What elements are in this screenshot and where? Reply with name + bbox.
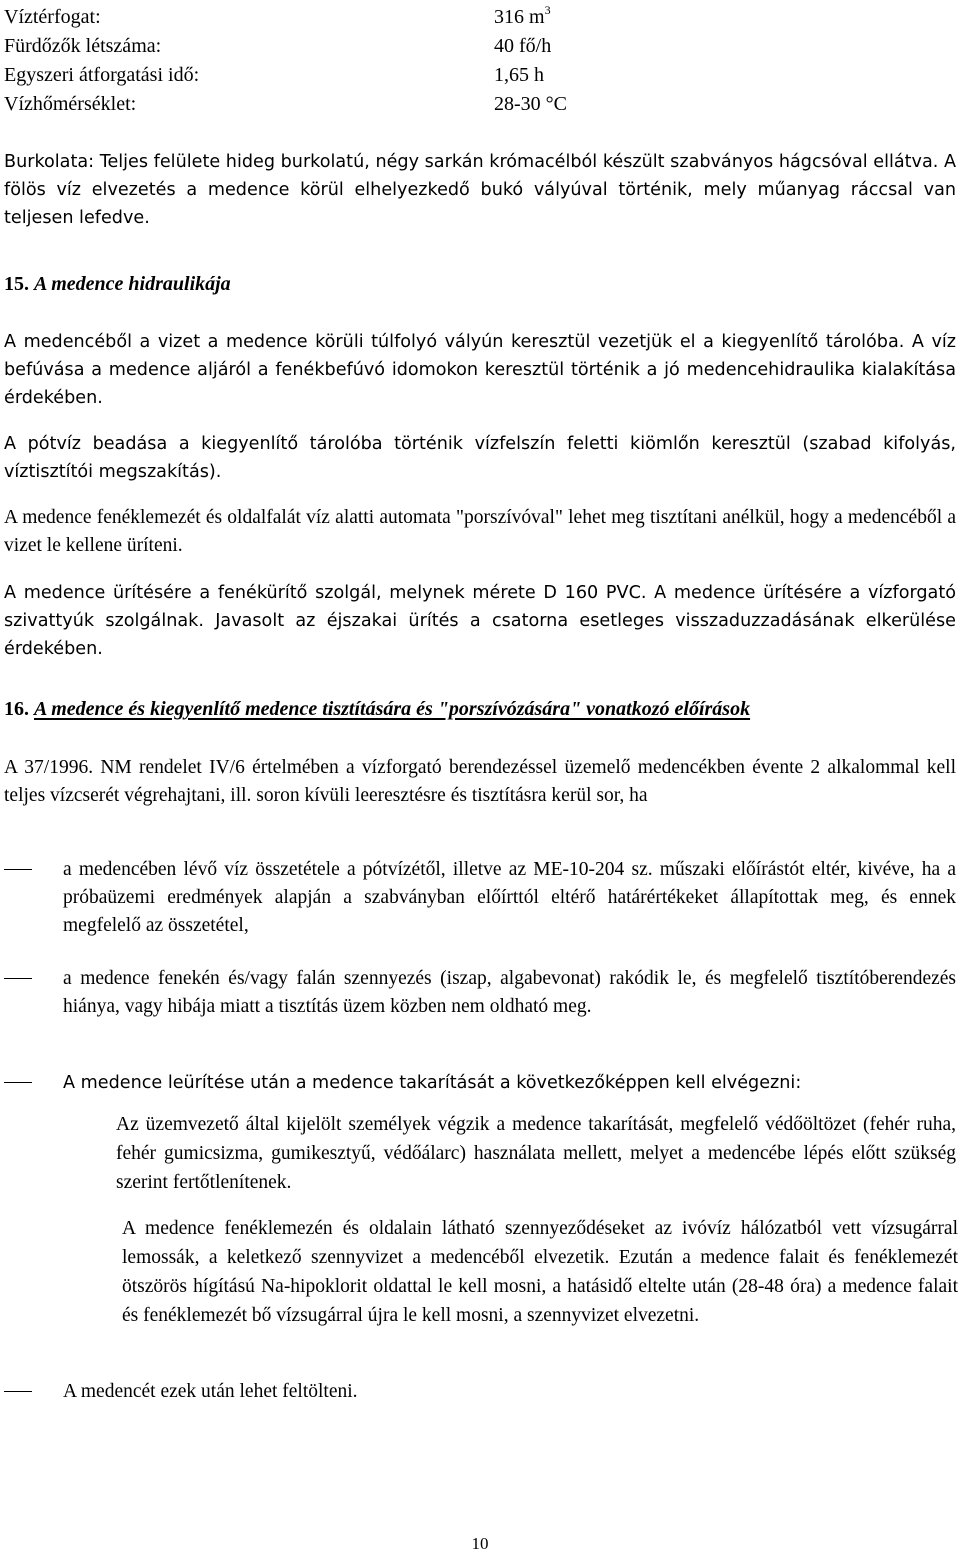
paragraph-hydraulics-3: A medence fenéklemezét és oldalfalát víz alatti automata "porszívóval" lehet meg tisztítani anélkül, hogy a medencéből a vizet le kellene üríteni. xyxy=(4,507,956,556)
heading-number: 15. xyxy=(4,273,29,295)
spec-value: 28-30 °C xyxy=(494,93,567,115)
paragraph-hydraulics-2: A pótvíz beadása a kiegyenlítő tárolóba történik vízfelszín feletti kiömlőn keresztül (szabad kifolyás, víztisztítói megszakítás). xyxy=(4,434,956,482)
list-item-text: A medencét ezek után lehet feltölteni. xyxy=(63,1381,358,1402)
spec-value: 40 fő/h xyxy=(494,35,552,57)
cleaning-paragraph-staff: Az üzemvezető által kijelölt személyek végzik a medence takarítását, megfelelő védőöltözet (fehér ruha, fehér gumicsizma, gumikesztyű, védőálarc) használata mellett, melyet a medencébe lépés előtt szükség szerint fertőtlenítenek. xyxy=(116,1114,956,1193)
superscript: 3 xyxy=(544,3,551,17)
paragraph-hydraulics-4: A medence ürítésére a fenékürítő szolgál, melynek mérete D 160 PVC. A medence ürítésére a vízforgató szivattyúk szolgálnak. Javasolt az éjszakai ürítés a csatorna esetleges visszaduzzadásának elkerülése érdekében. xyxy=(4,583,956,659)
cleaning-paragraph-washing: A medence fenéklemezén és oldalain látható szennyeződéseket az ivóvíz hálózatból vett vízsugárral lemossák, a keletkező szennyvizet a medencéből elvezetik. Ezután a medence falait és fenéklemezét ötszörös hígítású Na-hipoklorit oldattal le kell mosni, a hatásidő eltelte után (28-48 óra) a medence falait és fenéklemezét bő vízsugárral újra le kell mosni, a szennyvizet elvezetni. xyxy=(122,1218,958,1326)
section-heading-16 xyxy=(4,695,956,723)
spec-label: Egyszeri átforgatási idő: xyxy=(4,64,200,86)
dash-bullet xyxy=(4,1082,32,1083)
dash-bullet xyxy=(4,1391,32,1392)
heading-number: 16. xyxy=(4,698,29,720)
page-number: 10 xyxy=(471,1534,489,1553)
paragraph-burkolata: Burkolata: Teljes felülete hideg burkolatú, négy sarkán krómacélból készült szabványos hágcsóval ellátva. A fölös víz elvezetés a medence körül elhelyezkedő bukó vályúval történik, mely műanyag ráccsal van teljesen lefedve. xyxy=(4,152,956,228)
heading-title: A medence hidraulikája xyxy=(34,273,231,295)
spec-value: 316 $m^3$ xyxy=(494,3,551,28)
spec-label: Víztérfogat: xyxy=(4,6,101,28)
paragraph-hydraulics-1: A medencéből a vizet a medence körüli túlfolyó vályún keresztül vezetjük el a kiegyenlítő tárolóba. A víz befúvása a medence aljáról a fenékbefúvó idomokon keresztül történik a jó medencehidraulika kialakítása érdekében. xyxy=(4,332,956,408)
dash-bullet xyxy=(4,978,32,979)
list-item-text: A medence leürítése után a medence takarítását a következőképpen kell elvégezni: xyxy=(63,1073,802,1093)
spec-label: Fürdőzők létszáma: xyxy=(4,35,162,57)
list-item-text: a medence fenekén és/vagy falán szennyezés (iszap, algabevonat) rakódik le, és megfelelő tisztítóberendezés hiánya, vagy hibája miatt a tisztítás üzem közben nem oldható meg. xyxy=(63,968,956,1017)
list-item-text: a medencében lévő víz összetétele a pótvízétől, illetve az ME-10-204 sz. műszaki előírástót eltér, kivéve, ha a próbaüzemi eredmények alapján a szabványban előírttól eltérő határértékeket állapítottak meg, és ennek megfelelő az összetétel, xyxy=(63,859,956,936)
spec-value: 1,65 h xyxy=(494,64,544,86)
paragraph-regulation: A 37/1996. NM rendelet IV/6 értelmében a vízforgató berendezéssel üzemelő medencékben évente 2 alkalommal kell teljes vízcserét végrehajtani, ill. soron kívüli leeresztésre és tisztításra kerül sor, ha xyxy=(4,757,956,806)
spec-label: Vízhőmérséklet: xyxy=(4,93,137,115)
dash-bullet xyxy=(4,869,32,870)
heading-title: A medence és kiegyenlítő medence tisztítására és "porszívózására" vonatkozó előírások xyxy=(34,698,751,720)
section-heading-15 xyxy=(4,270,956,298)
